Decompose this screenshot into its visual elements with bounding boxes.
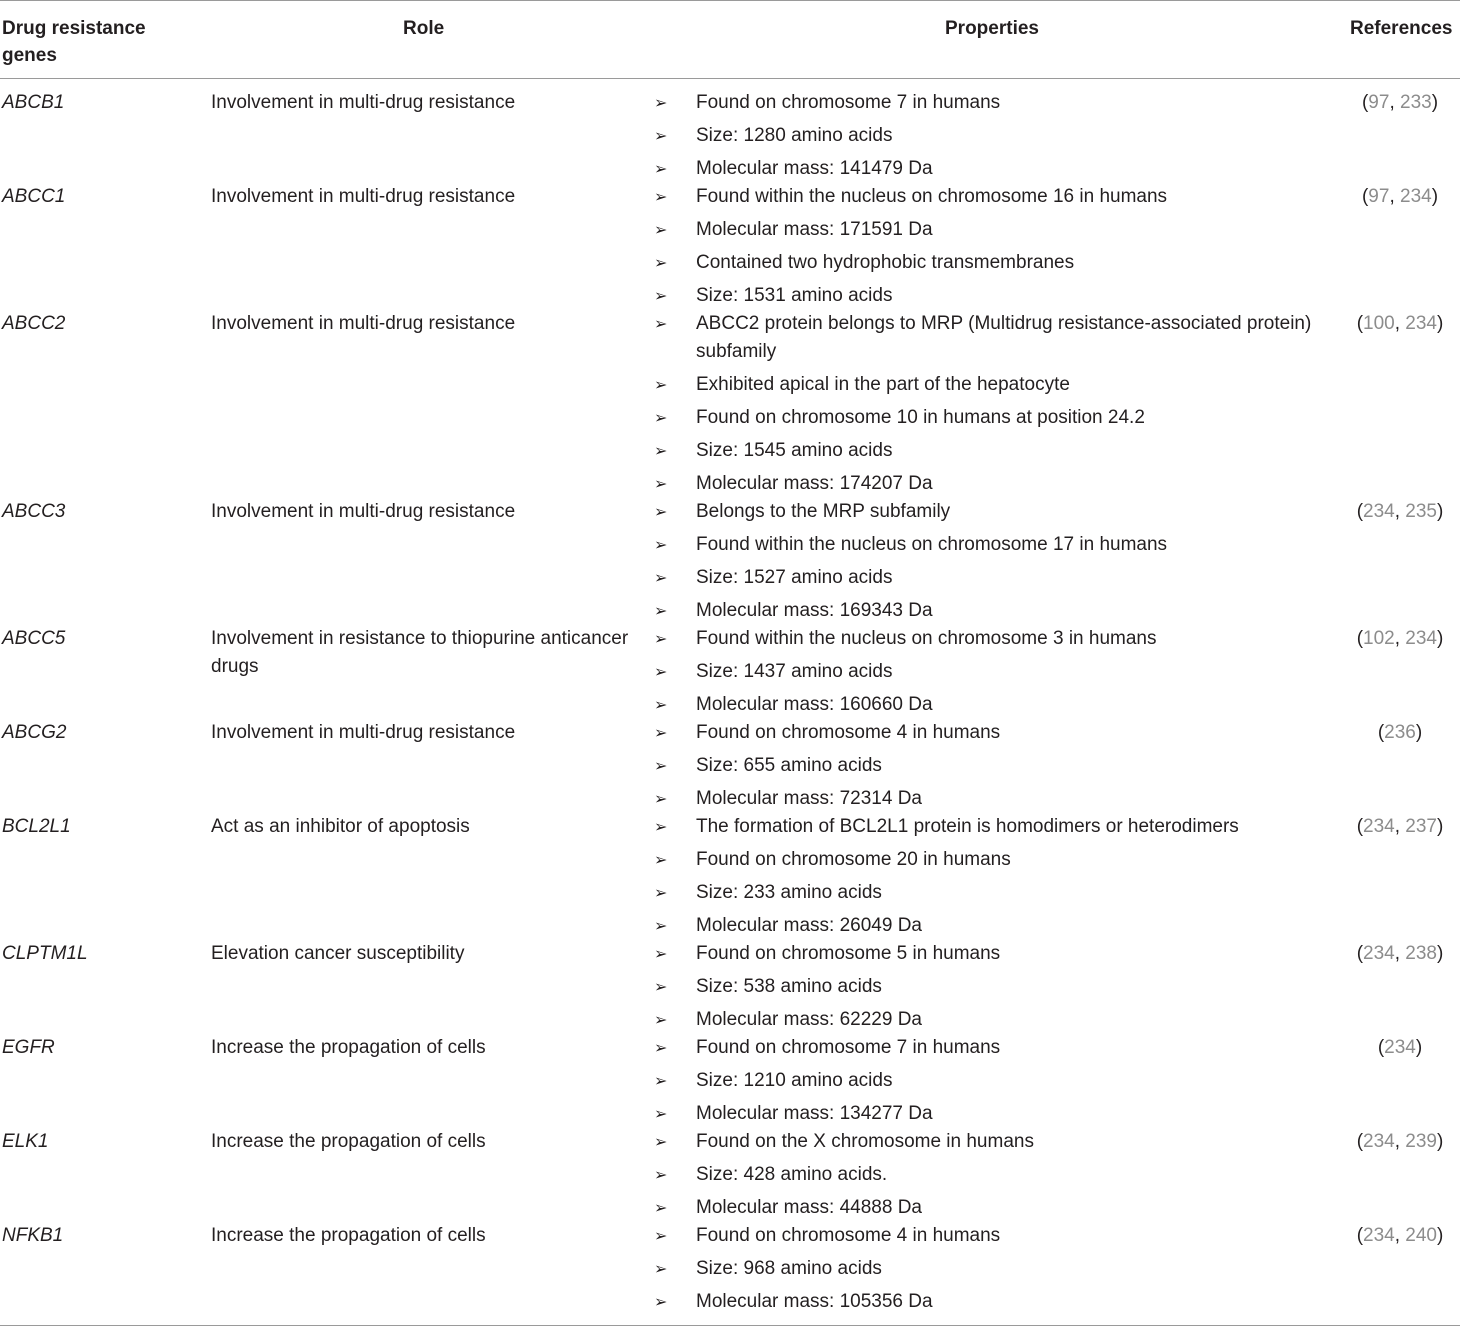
gene-role: Involvement in multi-drug resistance <box>211 501 516 522</box>
property-item <box>654 310 1354 366</box>
property-item <box>654 404 1354 432</box>
property-text: Found within the nucleus on chromosome 17 in humans <box>696 534 1168 555</box>
property-text: Size: 1210 amino acids <box>696 1070 893 1091</box>
reference-link[interactable]: 97 <box>1368 92 1390 113</box>
property-item <box>654 1222 1354 1250</box>
properties-list <box>654 719 1354 818</box>
references-cell: (234, 235) <box>1356 501 1444 522</box>
reference-link[interactable]: 234 <box>1405 313 1437 334</box>
references-cell: (234, 240) <box>1356 1225 1444 1246</box>
properties-list <box>654 940 1354 1039</box>
reference-link[interactable]: 234 <box>1363 1131 1395 1152</box>
references-cell: (97, 234) <box>1361 186 1439 207</box>
header-properties: Properties <box>945 18 1039 39</box>
gene-name: ABCC3 <box>2 501 66 522</box>
reference-link[interactable]: 234 <box>1384 1037 1416 1058</box>
arrow-bullet-icon: ➢ <box>654 1071 668 1090</box>
reference-link[interactable]: 97 <box>1368 186 1390 207</box>
gene-role: Involvement in multi-drug resistance <box>211 186 516 207</box>
property-text: Molecular mass: 134277 Da <box>696 1103 933 1124</box>
gene-role: Involvement in multi-drug resistance <box>211 92 516 113</box>
gene-name: ABCC2 <box>2 313 66 334</box>
arrow-bullet-icon: ➢ <box>654 441 668 460</box>
property-item <box>654 1006 1354 1034</box>
arrow-bullet-icon: ➢ <box>654 601 668 620</box>
property-text: Size: 233 amino acids <box>696 882 882 903</box>
property-item <box>654 249 1354 277</box>
reference-link[interactable]: 239 <box>1405 1131 1437 1152</box>
gene-role: Involvement in multi-drug resistance <box>211 313 516 334</box>
arrow-bullet-icon: ➢ <box>654 756 668 775</box>
property-item <box>654 1100 1354 1128</box>
arrow-bullet-icon: ➢ <box>654 253 668 272</box>
references-cell: (102, 234) <box>1356 628 1444 649</box>
property-text: Molecular mass: 26049 Da <box>696 915 922 936</box>
properties-list <box>654 1222 1354 1321</box>
references-cell: (234) <box>1377 1037 1423 1058</box>
gene-role: Involvement in resistance to thiopurine anticancer drugs <box>211 628 629 677</box>
reference-link[interactable]: 233 <box>1400 92 1432 113</box>
gene-role: Increase the propagation of cells <box>211 1225 486 1246</box>
property-text: Size: 1280 amino acids <box>696 125 893 146</box>
property-item <box>654 785 1354 813</box>
arrow-bullet-icon: ➢ <box>654 977 668 996</box>
reference-link[interactable]: 238 <box>1405 943 1437 964</box>
property-text: Belongs to the MRP subfamily <box>696 501 951 522</box>
arrow-bullet-icon: ➢ <box>654 789 668 808</box>
property-item <box>654 625 1354 653</box>
arrow-bullet-icon: ➢ <box>654 723 668 742</box>
property-text: Found on chromosome 20 in humans <box>696 849 1011 870</box>
properties-list <box>654 813 1354 945</box>
property-text: Contained two hydrophobic transmembranes <box>696 252 1075 273</box>
property-item <box>654 1034 1354 1062</box>
properties-list <box>654 498 1354 630</box>
property-item <box>654 531 1354 559</box>
property-item <box>654 282 1354 310</box>
arrow-bullet-icon: ➢ <box>654 502 668 521</box>
property-item <box>654 846 1354 874</box>
reference-link[interactable]: 100 <box>1363 313 1395 334</box>
property-item <box>654 564 1354 592</box>
property-text: Exhibited apical in the part of the hepatocyte <box>696 374 1070 395</box>
reference-link[interactable]: 234 <box>1400 186 1432 207</box>
arrow-bullet-icon: ➢ <box>654 159 668 178</box>
property-item <box>654 597 1354 625</box>
table-bottom-rule <box>0 1325 1460 1326</box>
property-text: Found on chromosome 5 in humans <box>696 943 1001 964</box>
gene-name: ABCC1 <box>2 186 66 207</box>
arrow-bullet-icon: ➢ <box>654 850 668 869</box>
properties-list <box>654 1034 1354 1133</box>
table-row <box>0 1128 1460 1218</box>
arrow-bullet-icon: ➢ <box>654 187 668 206</box>
reference-link[interactable]: 235 <box>1405 501 1437 522</box>
property-item <box>654 498 1354 526</box>
arrow-bullet-icon: ➢ <box>654 662 668 681</box>
arrow-bullet-icon: ➢ <box>654 286 668 305</box>
property-text: Size: 1545 amino acids <box>696 440 893 461</box>
gene-name: EGFR <box>2 1037 55 1058</box>
property-text: Size: 538 amino acids <box>696 976 882 997</box>
property-item <box>654 437 1354 465</box>
references-cell: (234, 239) <box>1356 1131 1444 1152</box>
property-item <box>654 658 1354 686</box>
property-item <box>654 912 1354 940</box>
arrow-bullet-icon: ➢ <box>654 314 668 333</box>
property-item <box>654 752 1354 780</box>
property-text: Found within the nucleus on chromosome 3 in humans <box>696 628 1157 649</box>
reference-link[interactable]: 234 <box>1363 501 1395 522</box>
gene-role: Increase the propagation of cells <box>211 1131 486 1152</box>
arrow-bullet-icon: ➢ <box>654 1165 668 1184</box>
property-item <box>654 122 1354 150</box>
arrow-bullet-icon: ➢ <box>654 1038 668 1057</box>
gene-name: ELK1 <box>2 1131 49 1152</box>
property-item <box>654 691 1354 719</box>
properties-list <box>654 89 1354 188</box>
arrow-bullet-icon: ➢ <box>654 1132 668 1151</box>
properties-list <box>654 625 1354 724</box>
property-item <box>654 973 1354 1001</box>
property-item <box>654 216 1354 244</box>
property-text: Molecular mass: 62229 Da <box>696 1009 922 1030</box>
arrow-bullet-icon: ➢ <box>654 695 668 714</box>
table-row <box>0 719 1460 809</box>
property-text: Molecular mass: 160660 Da <box>696 694 933 715</box>
table-row <box>0 183 1460 306</box>
reference-link[interactable]: 234 <box>1363 1225 1395 1246</box>
gene-name: NFKB1 <box>2 1225 64 1246</box>
property-text: Molecular mass: 44888 Da <box>696 1197 922 1218</box>
gene-name: CLPTM1L <box>2 943 88 964</box>
arrow-bullet-icon: ➢ <box>654 883 668 902</box>
arrow-bullet-icon: ➢ <box>654 629 668 648</box>
arrow-bullet-icon: ➢ <box>654 817 668 836</box>
references-cell: (234, 238) <box>1356 943 1444 964</box>
arrow-bullet-icon: ➢ <box>654 375 668 394</box>
reference-link[interactable]: 234 <box>1363 816 1395 837</box>
table-row <box>0 498 1460 621</box>
arrow-bullet-icon: ➢ <box>654 916 668 935</box>
arrow-bullet-icon: ➢ <box>654 220 668 239</box>
arrow-bullet-icon: ➢ <box>654 1259 668 1278</box>
table-row <box>0 1222 1460 1312</box>
property-text: Found on chromosome 4 in humans <box>696 722 1001 743</box>
table-row <box>0 1034 1460 1124</box>
gene-role: Increase the propagation of cells <box>211 1037 486 1058</box>
property-text: Molecular mass: 169343 Da <box>696 600 933 621</box>
property-item <box>654 155 1354 183</box>
property-item <box>654 470 1354 498</box>
reference-link[interactable]: 237 <box>1405 816 1437 837</box>
property-text: Molecular mass: 105356 Da <box>696 1291 933 1312</box>
table-row <box>0 813 1460 936</box>
property-item <box>654 1067 1354 1095</box>
property-item <box>654 879 1354 907</box>
arrow-bullet-icon: ➢ <box>654 1104 668 1123</box>
arrow-bullet-icon: ➢ <box>654 535 668 554</box>
arrow-bullet-icon: ➢ <box>654 944 668 963</box>
property-text: Found on chromosome 7 in humans <box>696 1037 1001 1058</box>
reference-link[interactable]: 234 <box>1405 628 1437 649</box>
property-item <box>654 940 1354 968</box>
arrow-bullet-icon: ➢ <box>654 1010 668 1029</box>
property-item <box>654 719 1354 747</box>
arrow-bullet-icon: ➢ <box>654 1292 668 1311</box>
arrow-bullet-icon: ➢ <box>654 126 668 145</box>
table-row <box>0 310 1460 494</box>
property-item <box>654 371 1354 399</box>
gene-name: BCL2L1 <box>2 816 71 837</box>
gene-role: Elevation cancer susceptibility <box>211 943 465 964</box>
property-text: Size: 1527 amino acids <box>696 567 893 588</box>
property-text: Found on chromosome 10 in humans at position 24.2 <box>696 407 1145 428</box>
gene-role: Act as an inhibitor of apoptosis <box>211 816 470 837</box>
arrow-bullet-icon: ➢ <box>654 1226 668 1245</box>
table-row <box>0 625 1460 715</box>
header-references: References <box>1350 18 1453 39</box>
table-row <box>0 940 1460 1030</box>
property-text: Molecular mass: 174207 Da <box>696 473 933 494</box>
property-item <box>654 89 1354 117</box>
gene-name: ABCC5 <box>2 628 66 649</box>
arrow-bullet-icon: ➢ <box>654 93 668 112</box>
header-rule <box>0 78 1460 79</box>
property-text: Molecular mass: 171591 Da <box>696 219 933 240</box>
property-text: Molecular mass: 72314 Da <box>696 788 922 809</box>
property-text: ABCC2 protein belongs to MRP (Multidrug resistance-associated protein) subfamily <box>696 313 1312 362</box>
arrow-bullet-icon: ➢ <box>654 408 668 427</box>
property-text: Size: 1437 amino acids <box>696 661 893 682</box>
header-genes: Drug resistance genes <box>2 18 146 66</box>
table-top-rule <box>0 0 1460 1</box>
property-text: Found on chromosome 4 in humans <box>696 1225 1001 1246</box>
property-text: Found on chromosome 7 in humans <box>696 92 1001 113</box>
header-role: Role <box>403 18 445 39</box>
property-text: Found on the X chromosome in humans <box>696 1131 1034 1152</box>
gene-name: ABCG2 <box>2 722 67 743</box>
property-item <box>654 813 1354 841</box>
property-text: Size: 655 amino acids <box>696 755 882 776</box>
property-item <box>654 183 1354 211</box>
property-text: Molecular mass: 141479 Da <box>696 158 933 179</box>
arrow-bullet-icon: ➢ <box>654 1198 668 1217</box>
reference-link[interactable]: 240 <box>1405 1225 1437 1246</box>
arrow-bullet-icon: ➢ <box>654 568 668 587</box>
references-cell: (234, 237) <box>1356 816 1444 837</box>
references-cell: (97, 233) <box>1361 92 1439 113</box>
property-item <box>654 1128 1354 1156</box>
arrow-bullet-icon: ➢ <box>654 474 668 493</box>
property-item <box>654 1255 1354 1283</box>
reference-link[interactable]: 236 <box>1384 722 1416 743</box>
property-text: Found within the nucleus on chromosome 16 in humans <box>696 186 1168 207</box>
properties-list <box>654 183 1354 315</box>
property-text: Size: 968 amino acids <box>696 1258 882 1279</box>
references-cell: (100, 234) <box>1356 313 1444 334</box>
gene-role: Involvement in multi-drug resistance <box>211 722 516 743</box>
reference-link[interactable]: 234 <box>1363 943 1395 964</box>
gene-name: ABCB1 <box>2 92 65 113</box>
property-text: Size: 428 amino acids. <box>696 1164 888 1185</box>
property-item <box>654 1194 1354 1222</box>
properties-list <box>654 1128 1354 1227</box>
table-row <box>0 89 1460 179</box>
reference-link[interactable]: 102 <box>1363 628 1395 649</box>
property-text: Size: 1531 amino acids <box>696 285 893 306</box>
properties-list <box>654 310 1354 503</box>
property-text: The formation of BCL2L1 protein is homodimers or heterodimers <box>696 816 1239 837</box>
references-cell: (236) <box>1377 722 1423 743</box>
property-item <box>654 1161 1354 1189</box>
property-item <box>654 1288 1354 1316</box>
